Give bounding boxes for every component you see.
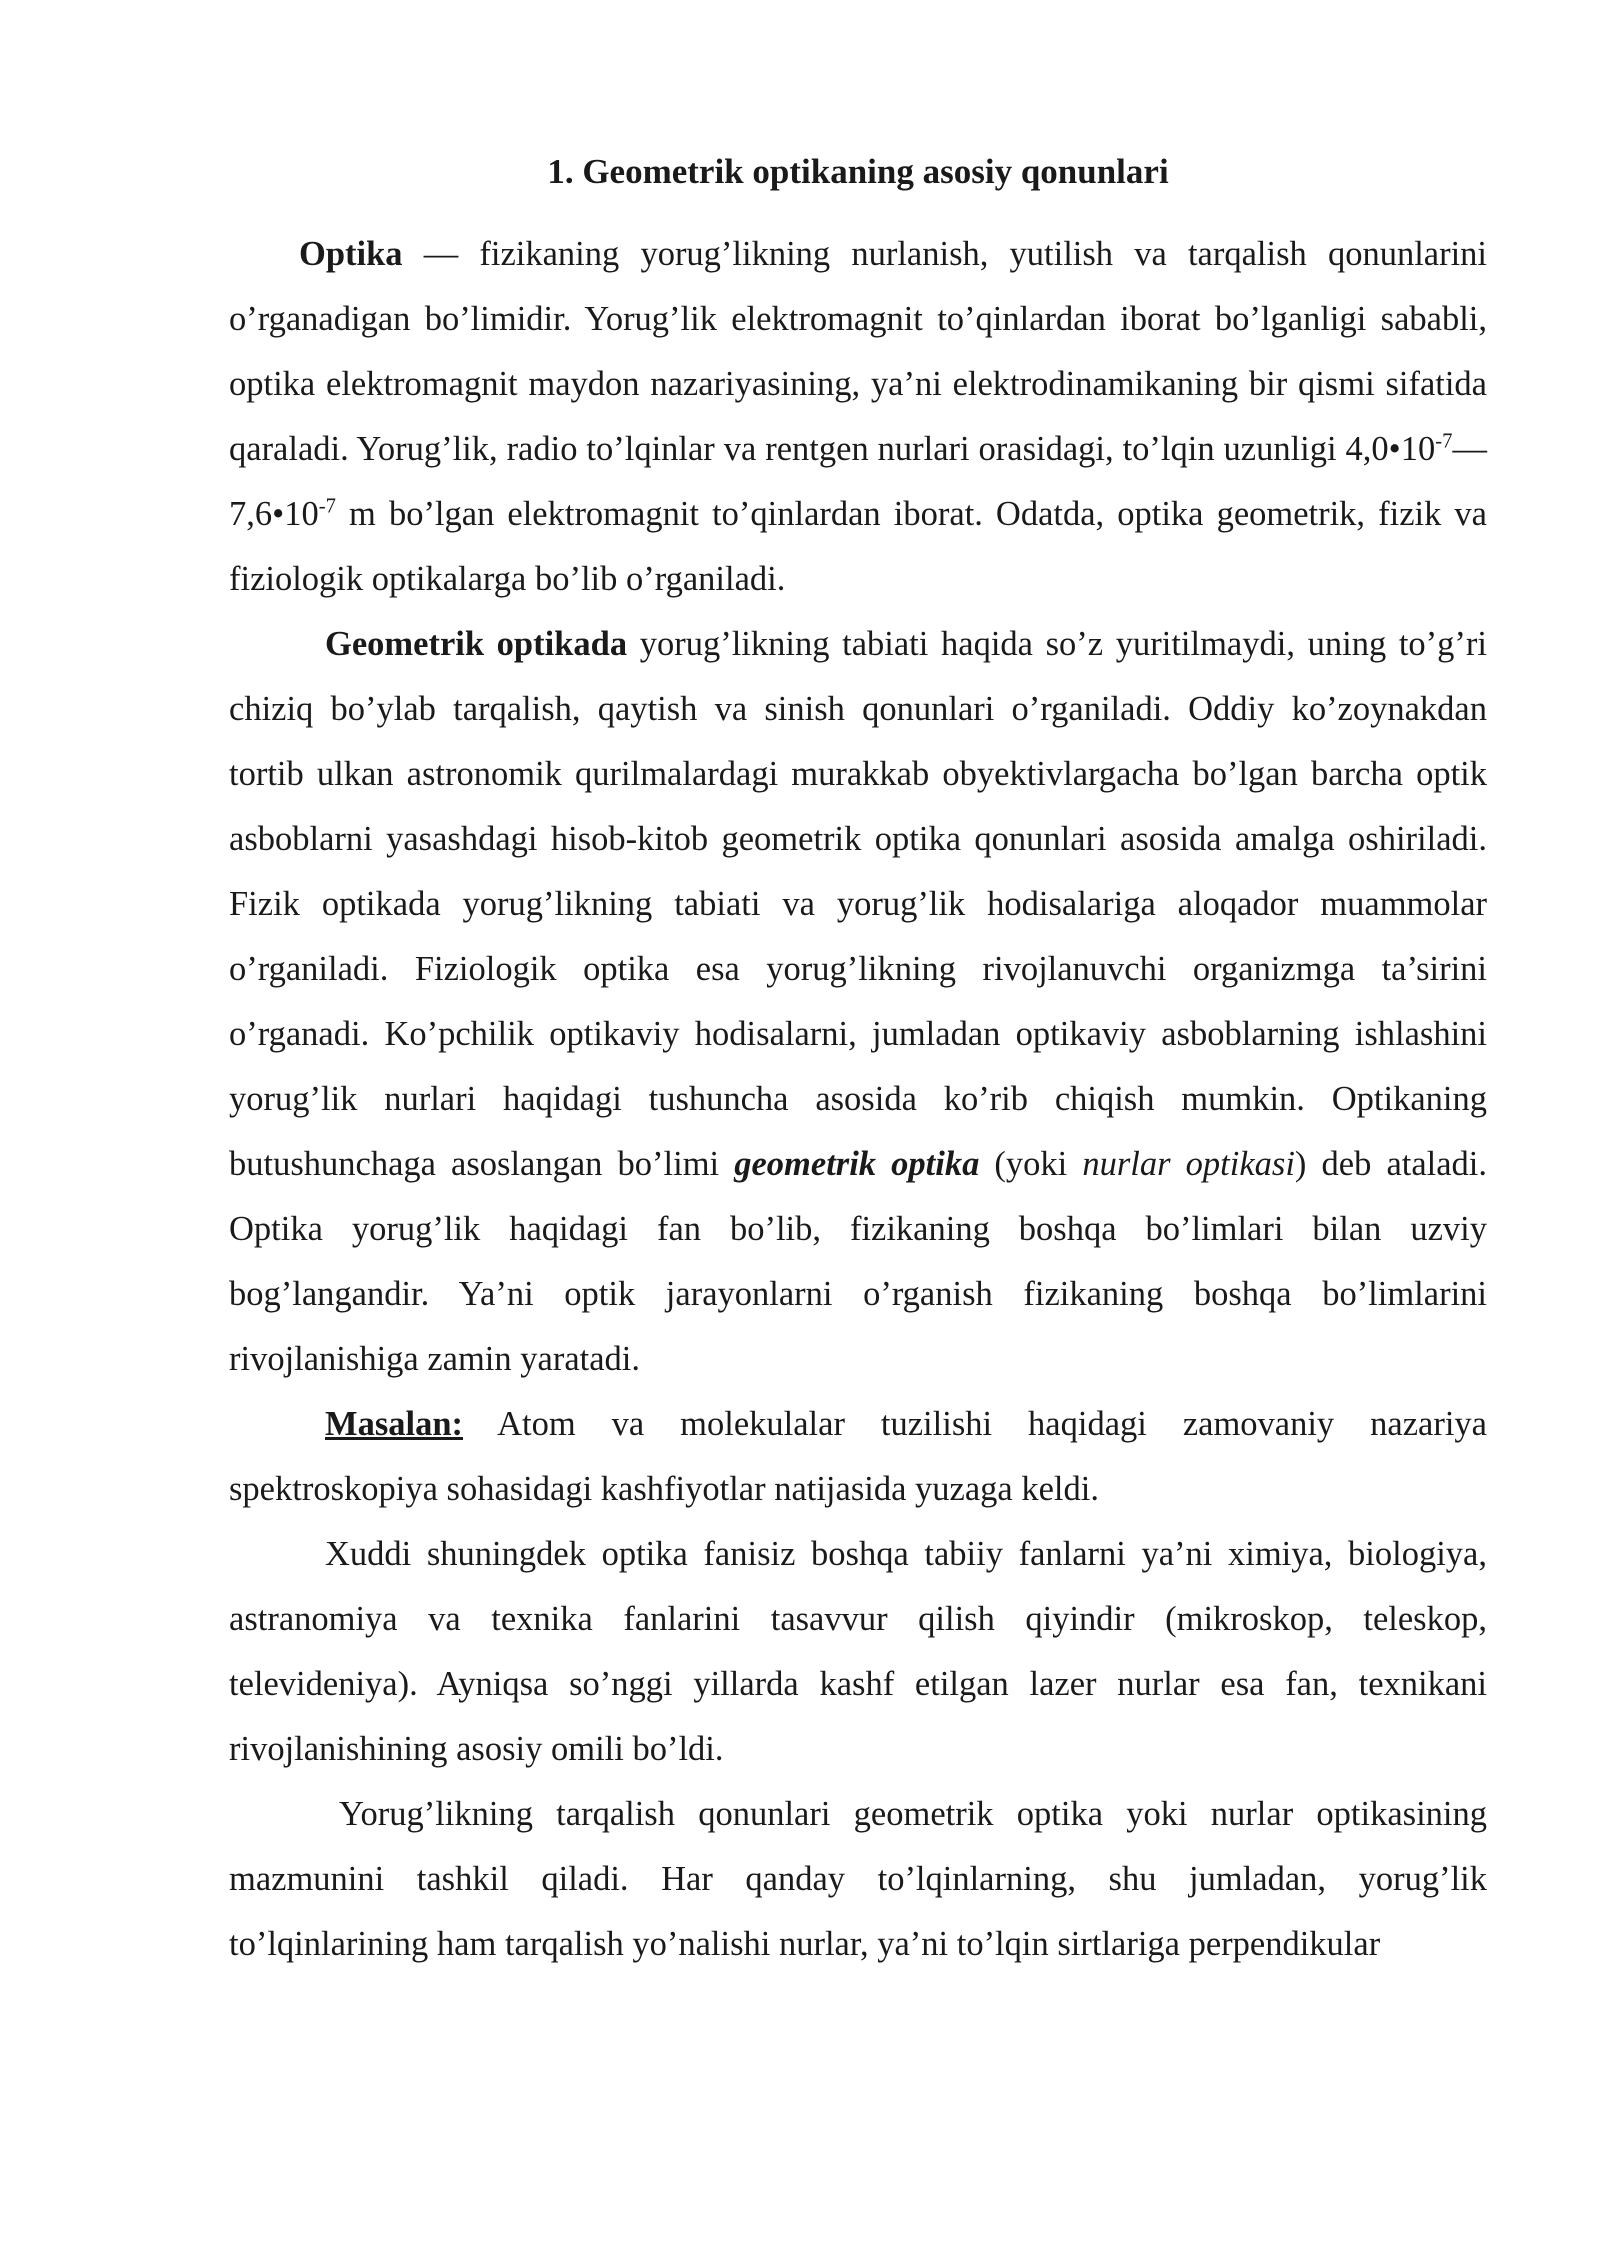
paragraph-text: Xuddi shuningdek optika fanisiz boshqa tabiiy fanlarni ya’ni ximiya, biologiya, astranomiya va texnika fanlarini tasavvur qilish qiyindir (mikroskop, teleskop, televideniya). Ayniqsa so’nggi yillarda kashf etilgan lazer nurlar esa fan, texnikani rivojlanishining asosiy omili bo’ldi. xyxy=(229,1535,1487,1768)
term-nurlar-optikasi: nurlar optikasi xyxy=(1082,1145,1295,1183)
paragraph-optika-definition xyxy=(229,222,1487,612)
paragraph-text: Yorug’likning tarqalish qonunlari geometrik optika yoki nurlar optikasining mazmunini tashkil qiladi. Har qanday to’lqinlarning, shu jumladan, yorug’lik to’lqinlarining ham tarqalish yo’nalishi nurlar, ya’ni to’lqin sirtlariga perpendikular xyxy=(229,1795,1487,1963)
paragraph-text: ) deb ataladi. Optika yorug’lik haqidagi fan bo’lib, fizikaning boshqa bo’limlari bilan uzviy bog’langandir. Ya’ni optik jarayonlarni o’rganish fizikaning boshqa bo’limlarini rivojlanishiga zamin yaratadi. xyxy=(229,1145,1488,1378)
paragraph-example xyxy=(229,1392,1487,1522)
paragraph-text: — fizikaning yorug’likning nurlanish, yutilish va tarqalish qonunlarini o’rganadigan bo’limidir. Yorug’lik elektromagnit to’qinlardan iborat bo’lganligi sababli, optika elektromagnit maydon nazariyasining, ya’ni elektrodinamikaning bir qismi sifatida qaraladi. Yorug’lik, radio to’lqinlar va rentgen nurlari orasidagi, to’lqin uzunligi 4,0•10 xyxy=(229,235,1487,468)
exponent: -7 xyxy=(318,495,336,518)
exponent: -7 xyxy=(1435,430,1453,453)
paragraph-text: m bo’lgan elektromagnit to’qinlardan iborat. Odatda, optika geometrik, fizik va fiziologik optikalarga bo’lib o’rganiladi. xyxy=(229,495,1487,598)
paragraph-text: (yoki xyxy=(979,1145,1083,1183)
term-geometrik-optika: geometrik optika xyxy=(734,1145,980,1183)
paragraph-text: yorug’likning tabiati haqida so’z yuritilmaydi, uning to’g’ri chiziq bo’ylab tarqalish, qaytish va sinish qonunlari o’rganiladi. Oddiy ko’zoynakdan tortib ulkan astronomik qurilmalardagi murakkab obyektivlargacha bo’lgan barcha optik asboblarni yasashdagi hisob-kitob geometrik optika qonunlari asosida amalga oshiriladi. Fizik optikada yorug’likning tabiati va yorug’lik hodisalariga aloqador muammolar o’rganiladi. Fiziologik optika esa yorug’likning rivojlanuvchi organizmga ta’sirini o’rganadi. Ko’pchilik optikaviy hodisalarni, jumladan optikaviy asboblarning ishlashini yorug’lik nurlari haqidagi tushuncha asosida ko’rib chiqish mumkin. Optikaning butushunchaga asoslangan bo’limi xyxy=(229,625,1487,1183)
term-masalan: Masalan: xyxy=(325,1405,463,1443)
paragraph-propagation-laws xyxy=(229,1782,1487,1977)
section-title: 1. Geometrik optikaning asosiy qonunlari xyxy=(547,152,1169,191)
paragraph-other-sciences xyxy=(229,1522,1487,1782)
paragraph-text: —7,6•10 xyxy=(229,430,1487,533)
term-geometrik-optikada: Geometrik optikada xyxy=(325,625,628,663)
term-optika: Optika xyxy=(299,235,403,273)
paragraph-text: Atom va molekulalar tuzilishi haqidagi zamovaniy nazariya spektroskopiya sohasidagi kashfiyotlar natijasida yuzaga keldi. xyxy=(229,1405,1487,1508)
paragraph-geometric-optics xyxy=(229,612,1487,1392)
document-page xyxy=(229,148,1487,1977)
